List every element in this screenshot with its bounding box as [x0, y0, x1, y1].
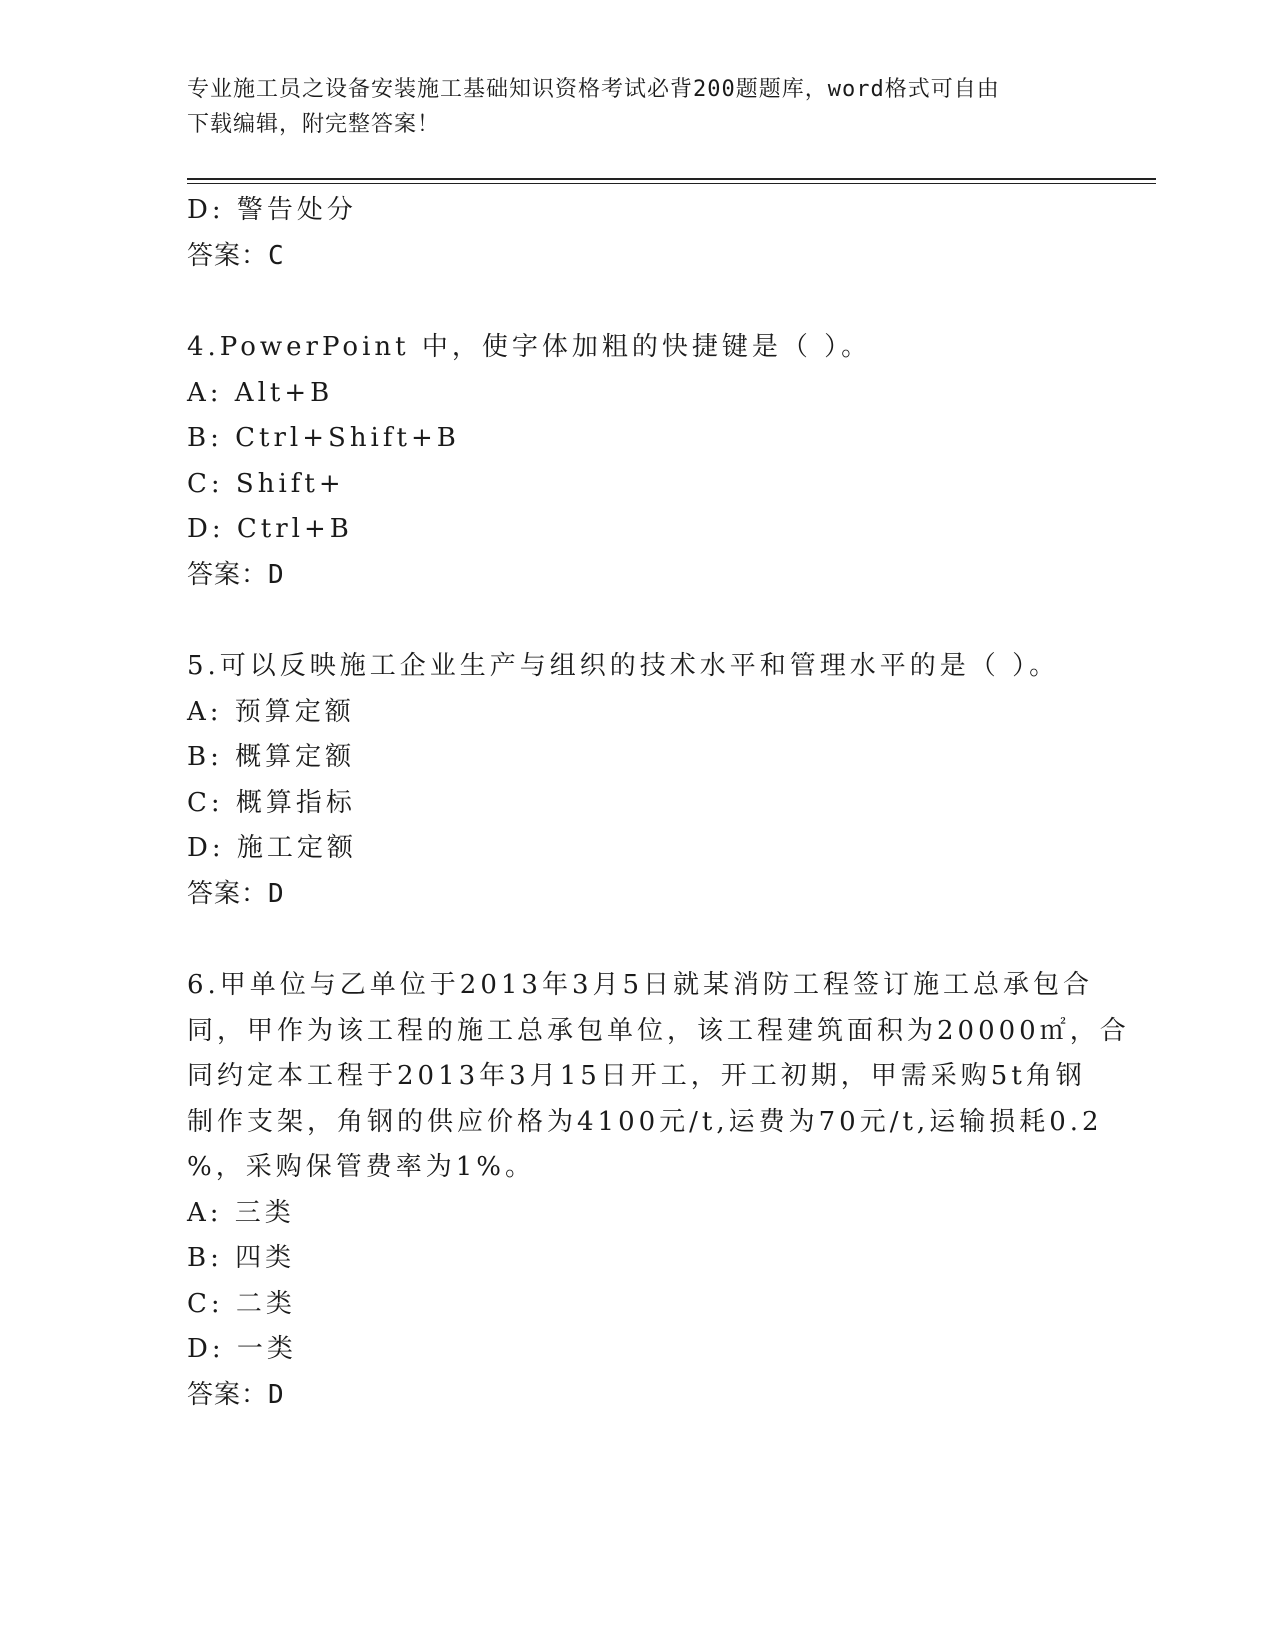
option-a: A: 预算定额	[187, 696, 355, 727]
question-stem-line-4: 制作支架，角钢的供应价格为4100元/t,运费为70元/t,运输损耗0.2	[187, 1106, 1103, 1137]
answer-line: 答案：D	[187, 559, 285, 590]
header-rule-thin	[187, 183, 1156, 184]
question-content	[187, 188, 1130, 1418]
answer-line: 答案：D	[187, 878, 285, 909]
spacer	[187, 279, 1087, 325]
question-6	[187, 963, 1130, 1418]
option-c: C: 概算指标	[187, 787, 356, 818]
question-3-tail	[187, 188, 1087, 279]
option-a: A: 三类	[187, 1197, 295, 1228]
question-stem-line-1: 6.甲单位与乙单位于2013年3月5日就某消防工程签订施工总承包合	[187, 970, 1094, 1000]
question-stem: 5.可以反映施工企业生产与组织的技术水平和管理水平的是（ ）。	[187, 651, 1060, 681]
question-stem-line-5: %，采购保管费率为1%。	[187, 1152, 535, 1182]
answer-line: 答案：D	[187, 1379, 285, 1410]
option-d: D: 警告处分	[187, 195, 357, 225]
option-c: C: Shift+	[187, 468, 345, 499]
option-d: D: 施工定额	[187, 833, 357, 863]
option-b: B: 四类	[187, 1243, 296, 1273]
header-rule-thick	[187, 178, 1156, 180]
option-b: B: Ctrl+Shift+B	[187, 423, 460, 453]
question-stem-line-3: 同约定本工程于2013年3月15日开工，开工初期，甲需采购5t角钢	[187, 1061, 1086, 1091]
option-a: A: Alt+B	[187, 377, 334, 408]
question-4	[187, 325, 1087, 598]
spacer	[187, 598, 1087, 644]
spacer	[187, 917, 1087, 963]
option-c: C: 二类	[187, 1288, 296, 1319]
option-b: B: 概算定额	[187, 742, 356, 772]
header-line-2: 下载编辑，附完整答案！	[187, 112, 441, 137]
option-d: D: Ctrl+B	[187, 514, 353, 544]
answer-line: 答案：C	[187, 240, 285, 271]
header-line-1: 专业施工员之设备安装施工基础知识资格考试必背200题题库，word格式可自由	[187, 77, 1000, 102]
question-stem-line-2: 同，甲作为该工程的施工总承包单位，该工程建筑面积为20000㎡，合	[187, 1015, 1130, 1046]
document-header	[187, 72, 1087, 142]
question-5	[187, 644, 1087, 917]
question-stem: 4.PowerPoint 中，使字体加粗的快捷键是（ ）。	[187, 332, 872, 362]
option-d: D: 一类	[187, 1334, 297, 1364]
